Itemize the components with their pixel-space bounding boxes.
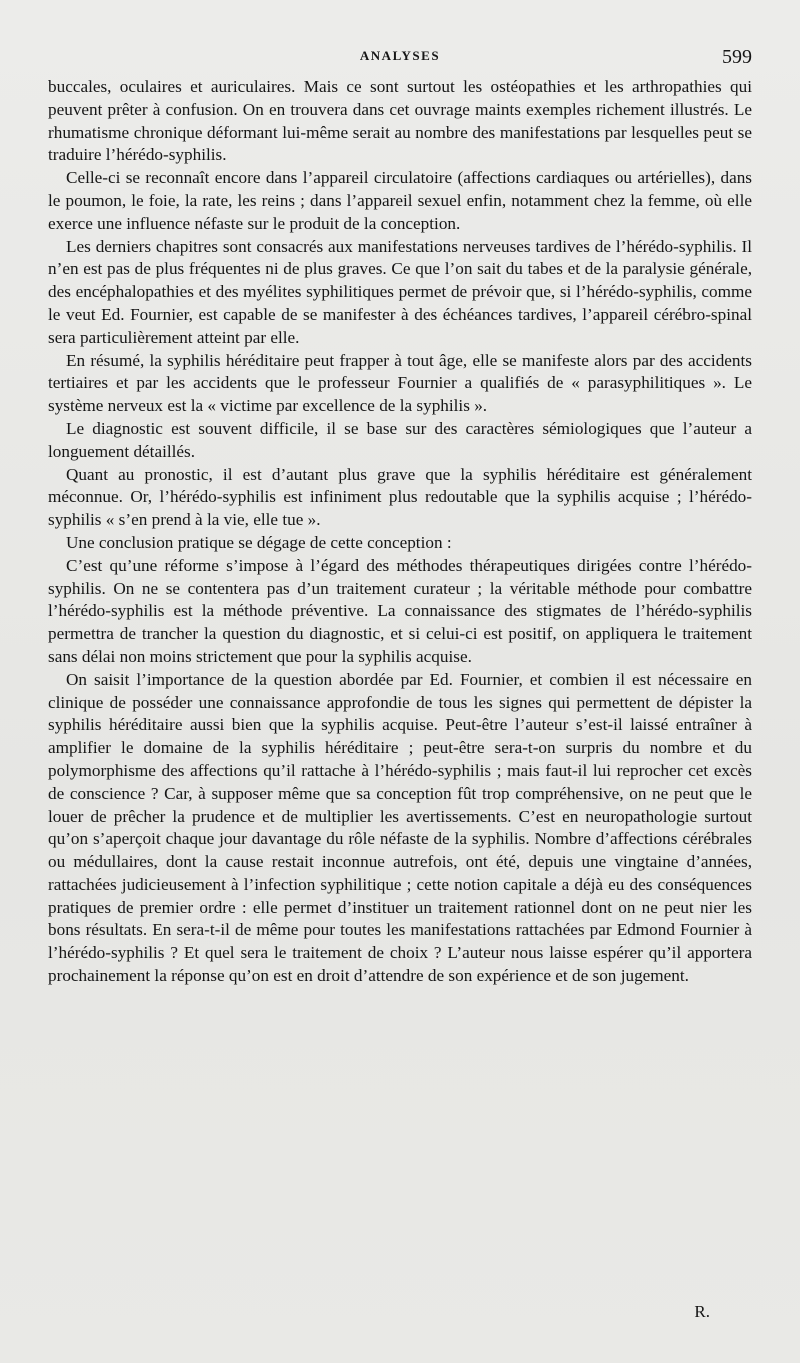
paragraph-1: buccales, oculaires et auriculaires. Mais ce sont surtout les ostéopathies et les arthropathies qui peuvent prêter à confusion. On en trouvera dans cet ouvrage maints exemples richement illustrés. Le rhumatisme chronique déformant lui-même serait au nombre des manifestations par lesquelles peut se traduire l’hérédo-syphilis. (48, 77, 752, 165)
paragraph-7: Une conclusion pratique se dégage de cette conception : (66, 532, 452, 552)
paragraph-6: Quant au pronostic, il est d’autant plus grave que la syphilis héréditaire est généralement méconnue. Or, l’hérédo-syphilis est infiniment plus redoutable que la syphilis acquise ; l’hérédo-syphilis « s’en prend à la vie, elle tue ». (48, 464, 752, 530)
paragraph-4: En résumé, la syphilis héréditaire peut frapper à tout âge, elle se manifeste alors par des accidents tertiaires et par les accidents que le professeur Fournier a qualifiés de « parasyphilitiques ». Le système nerveux est la « victime par excellence de la syphilis ». (48, 350, 752, 416)
paragraph-8: C’est qu’une réforme s’impose à l’égard des méthodes thérapeutiques dirigées contre l’hérédo-syphilis. On ne se contentera pas d’un traitement curateur ; la véritable méthode pour combattre l’hérédo-syphilis est la méthode préventive. La connaissance des stigmates de l’hérédo-syphilis permettra de trancher la question du diagnostic, et si celui-ci est positif, on appliquera le traitement sans délai non moins strictement que pour la syphilis acquise. (48, 555, 752, 666)
article-body (48, 76, 752, 988)
paragraph-5: Le diagnostic est souvent difficile, il se base sur des caractères sémiologiques que l’auteur a longuement détaillés. (48, 418, 752, 461)
running-head: ANALYSES (359, 48, 441, 63)
paragraph-3: Les derniers chapitres sont consacrés aux manifestations nerveuses tardives de l’hérédo-syphilis. Il n’en est pas de plus fréquentes ni de plus graves. Ce que l’on sait du tabes et de la paralysie générale, des encéphalopathies et des myélites syphilitiques permet de prévoir que, si l’hérédo-syphilis, comme le veut Ed. Fournier, est capable de se manifester à des échéances tardives, l’appareil cérébro-spinal sera particulièrement atteint par elle. (48, 236, 752, 347)
paragraph-9: On saisit l’importance de la question abordée par Ed. Fournier, et combien il est nécessaire en clinique de posséder une connaissance approfondie de tous les signes qui permettent de dépister la syphilis héréditaire aussi bien que la syphilis acquise. Peut-être l’auteur s’est-il laissé entraîner à amplifier le domaine de la syphilis héréditaire ; peut-être sera-t-on surpris du nombre et du polymorphisme des affections qu’il rattache à l’hérédo-syphilis ; mais faut-il lui reprocher cet excès de conscience ? Car, à supposer même que sa conception fût trop compréhensive, on ne peut que le louer de prêcher la prudence et de multiplier les avertissements. C’est en neuropathologie surtout qu’on s’aperçoit chaque jour davantage du rôle néfaste de la syphilis. Nombre d’affections cérébrales ou médullaires, dont la cause restait inconnue autrefois, ont été, depuis une vingtaine d’années, rattachées judicieusement à l’infection syphilitique ; cette notion capitale a déjà eu des conséquences pratiques de premier ordre : elle permet d’instituer un traitement rationnel dont on ne peut nier les bons résultats. En sera-t-il de même pour toutes les manifestations rattachées par Edmond Fournier à l’hérédo-syphilis ? Et quel sera le traitement de choix ? L’auteur nous laisse espérer qu’il apportera prochainement la réponse qu’on est en droit d’attendre de son expérience et de son jugement. (48, 669, 752, 986)
author-signature: R. (694, 1302, 710, 1321)
page-number: 599 (722, 46, 752, 68)
paragraph-2: Celle-ci se reconnaît encore dans l’appareil circulatoire (affections cardiaques ou artérielles), dans le poumon, le foie, la rate, les reins ; dans l’appareil sexuel enfin, notamment chez la femme, où elle exerce une influence néfaste sur le produit de la conception. (48, 168, 752, 233)
page-header (0, 46, 800, 70)
